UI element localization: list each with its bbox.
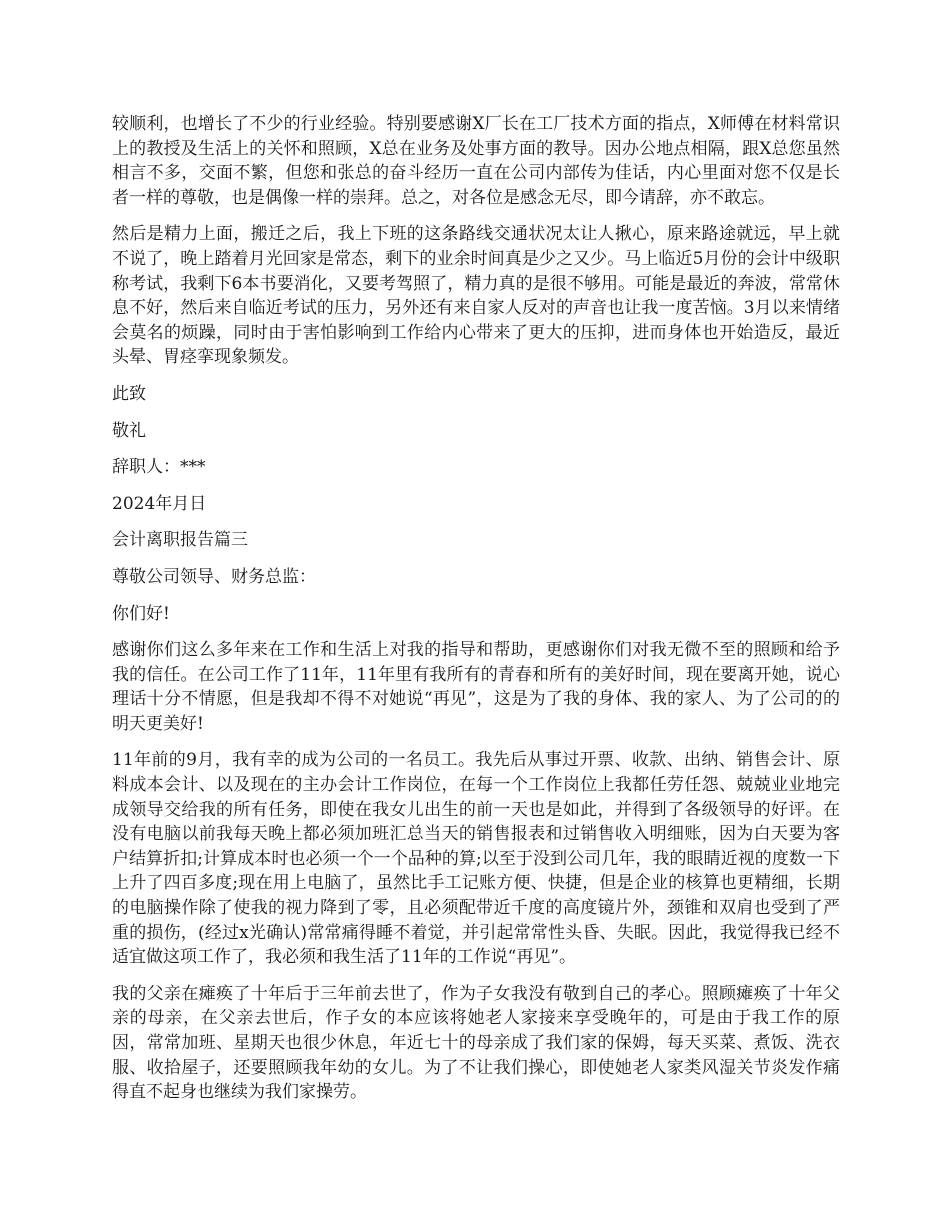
closing-salutation: 此致 (112, 383, 146, 404)
letter-greeting: 你们好! (112, 603, 170, 624)
section-title: 会计离职报告篇三 (112, 530, 248, 551)
paragraph-gratitude: 感谢你们这么多年来在工作和生活上对我的指导和帮助，更感谢你们对我无微不至的照顾和给予我的信任。在公司工作了11年，11年里有我所有的青春和所有的美好时间，现在要离开她，说心理话十分不情愿，但是我却不得不对她说“再见”，这是为了我的身体、我的家人、为了公司的的明天更美好! (112, 640, 840, 734)
paragraph-family: 我的父亲在瘫痪了十年后于三年前去世了，作为子女我没有敬到自己的孝心。照顾瘫痪了十年父亲的母亲，在父亲去世后，作子女的本应该将她老人家接来享受晚年的，可是由于我工作的原因，常常加班、星期天也很少休息，年近七十的母亲成了我们家的保姆，每天买菜、煮饭、洗衣服、收拾屋子，还要照顾我年幼的女儿。为了不让我们操心，即使她老人家类风湿关节炎发作痛得直不起身也继续为我们家操劳。 (112, 983, 840, 1103)
document-body (112, 112, 840, 1117)
date-line: 2024年月日 (112, 493, 207, 514)
letter-addressee: 尊敬公司领导、财务总监： (112, 566, 316, 587)
paragraph-thanks: 较顺利，也增长了不少的行业经验。特别要感谢X厂长在工厂技术方面的指点，X师傅在材料常识上的教授及生活上的关怀和照顾，X总在业务及处事方面的教导。因办公地点相隔，跟X总您虽然相言不多，交面不繁，但您和张总的奋斗经历一直在公司内部传为佳话，内心里面对您不仅是长者一样的尊敬，也是偶像一样的崇拜。总之，对各位是感念无尽，即今请辞，亦不敢忘。 (112, 114, 840, 208)
signature-line: 辞职人：*** (112, 457, 206, 478)
paragraph-energy: 然后是精力上面，搬迁之后，我上下班的这条路线交通状况太让人揪心，原来路途就远，早上就不说了，晚上踏着月光回家是常态，剩下的业余时间真是少之又少。马上临近5月份的会计中级职称考试，我剩下6本书要消化，又要考驾照了，精力真的是很不够用。可能是最近的奔波，常常休息不好，然后来自临近考试的压力，另外还有来自家人反对的声音也让我一度苦恼。3月以来情绪会莫名的烦躁，同时由于害怕影响到工作给内心带来了更大的压抑，进而身体也开始造反，最近头晕、胃痉挛现象频发。 (112, 224, 840, 368)
closing-regards: 敬礼 (112, 420, 146, 441)
paragraph-career: 11年前的9月，我有幸的成为公司的一名员工。我先后从事过开票、收款、出纳、销售会计、原料成本会计、以及现在的主办会计工作岗位，在每一个工作岗位上我都任劳任怨、兢兢业业地完成领导交给我的所有任务，即使在我女儿出生的前一天也是如此，并得到了各级领导的好评。在没有电脑以前我每天晚上都必须加班汇总当天的销售报表和过销售收入明细账，因为白天要为客户结算折扣;计算成本时也必须一个一个品种的算;以至于没到公司几年，我的眼睛近视的度数一下上升了四百多度;现在用上电脑了，虽然比手工记账方便、快捷，但是企业的核算也更精细，长期的电脑操作除了使我的视力降到了零，且必须配带近千度的高度镜片外，颈锥和双肩也受到了严重的损伤，(经过x光确认)常常痛得睡不着觉，并引起常常性头昏、失眠。因此，我觉得我已经不适宜做这项工作了，我必须和我生活了11年的工作说“再见”。 (112, 750, 840, 968)
